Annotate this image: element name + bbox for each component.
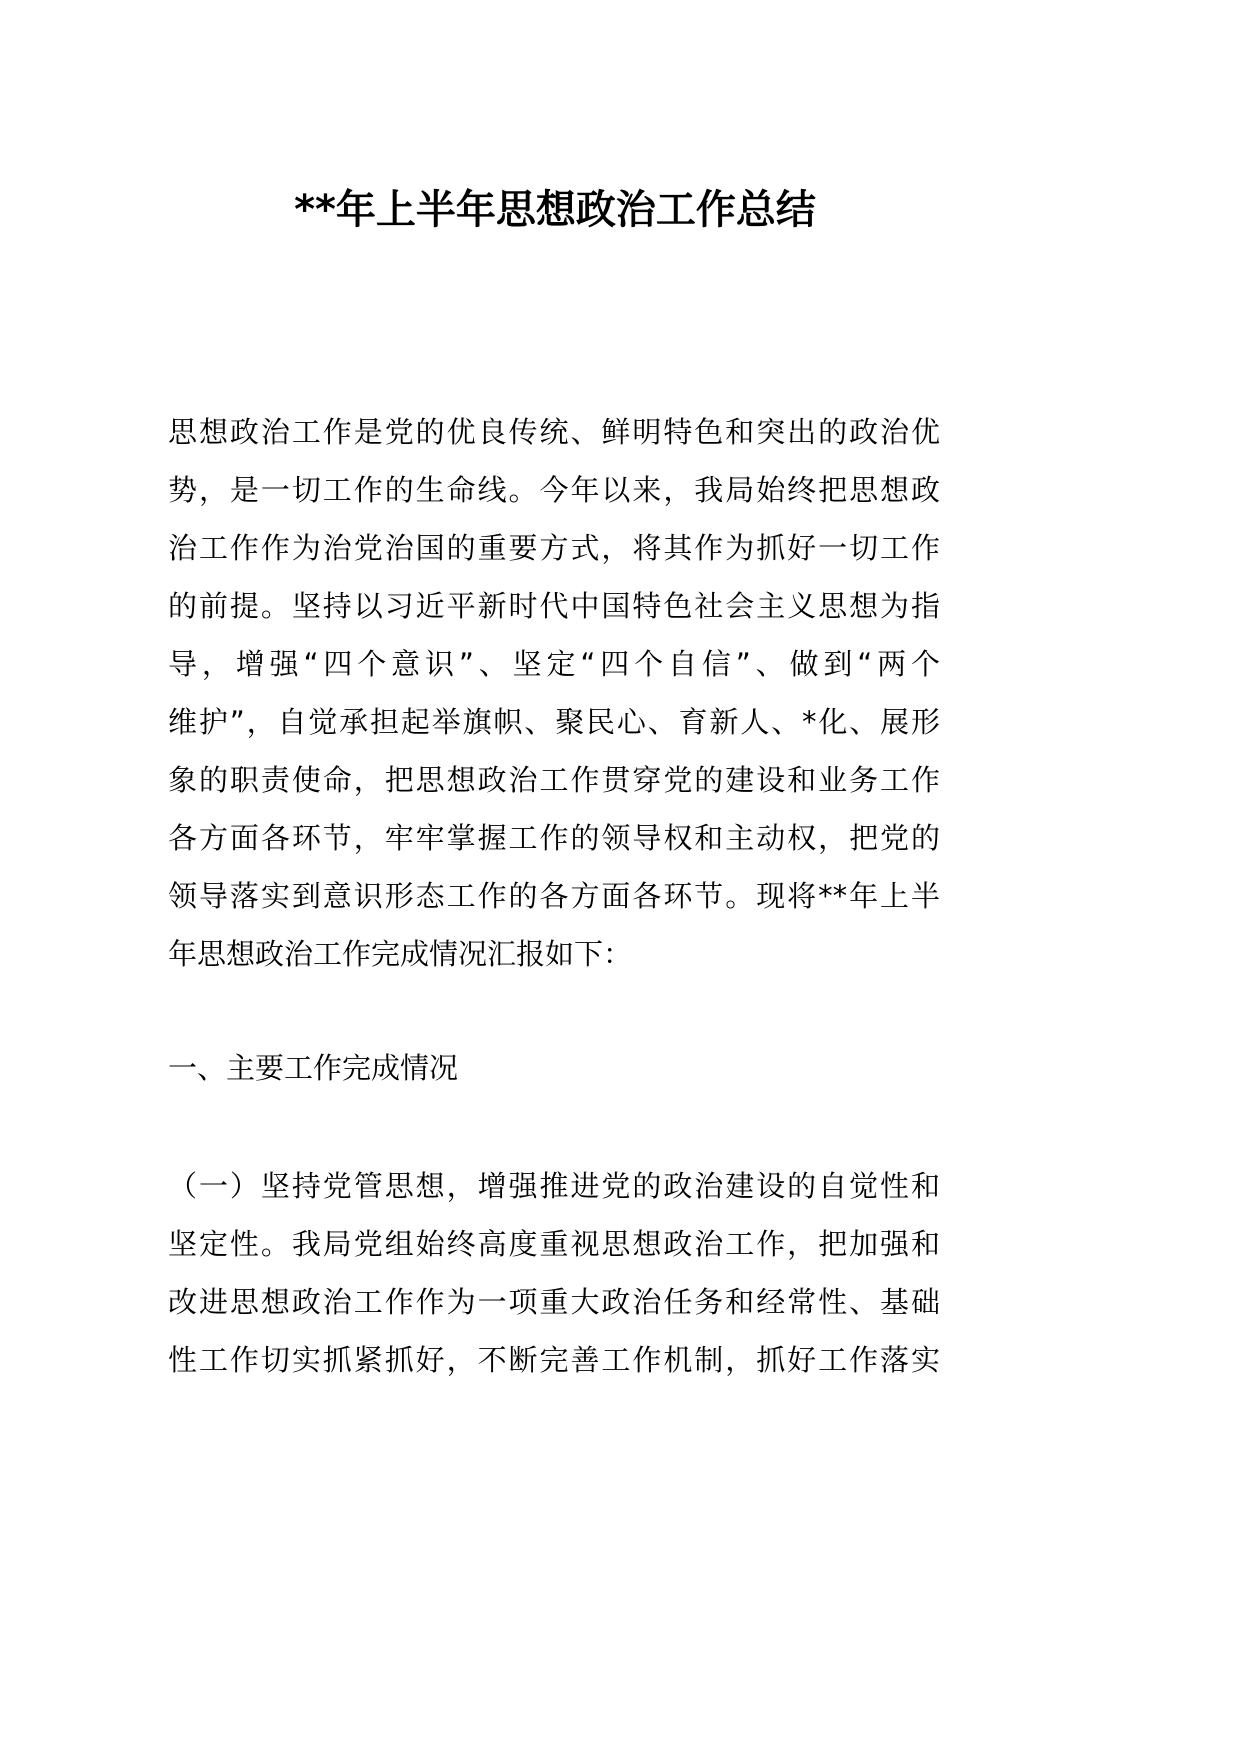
- section-paragraph: [168, 1157, 940, 1389]
- text-line: 坚定性。我局党组始终高度重视思想政治工作，把加强和: [168, 1227, 940, 1261]
- text-line: 维护”，自觉承担起举旗帜、聚民心、育新人、*化、展形: [168, 705, 940, 739]
- text-line: 年思想政治工作完成情况汇报如下：: [168, 937, 633, 971]
- text-line: 导，增强“四个意识”、坚定“四个自信”、做到“两个: [168, 647, 940, 681]
- text-line: 的前提。坚持以习近平新时代中国特色社会主义思想为指: [168, 589, 940, 623]
- text-line: 象的职责使命，把思想政治工作贯穿党的建设和业务工作: [168, 763, 940, 797]
- text-line: （一）坚持党管思想，增强推进党的政治建设的自觉性和: [168, 1169, 940, 1203]
- text-line: 性工作切实抓紧抓好，不断完善工作机制，抓好工作落实: [168, 1343, 940, 1377]
- document-title: **年上半年思想政治工作总结: [294, 187, 816, 233]
- text-line: 各方面各环节，牢牢掌握工作的领导权和主动权，把党的: [168, 821, 940, 855]
- heading-text: 一、主要工作完成情况: [168, 1051, 459, 1085]
- text-line: 领导落实到意识形态工作的各方面各环节。现将**年上半: [168, 879, 940, 913]
- text-line: 改进思想政治工作作为一项重大政治任务和经常性、基础: [168, 1285, 940, 1319]
- text-line: 思想政治工作是党的优良传统、鲜明特色和突出的政治优: [168, 415, 940, 449]
- text-line: 治工作作为治党治国的重要方式，将其作为抓好一切工作: [168, 531, 940, 565]
- section-heading: [168, 1039, 940, 1097]
- text-line: 势，是一切工作的生命线。今年以来，我局始终把思想政: [168, 473, 940, 507]
- intro-paragraph: [168, 403, 940, 983]
